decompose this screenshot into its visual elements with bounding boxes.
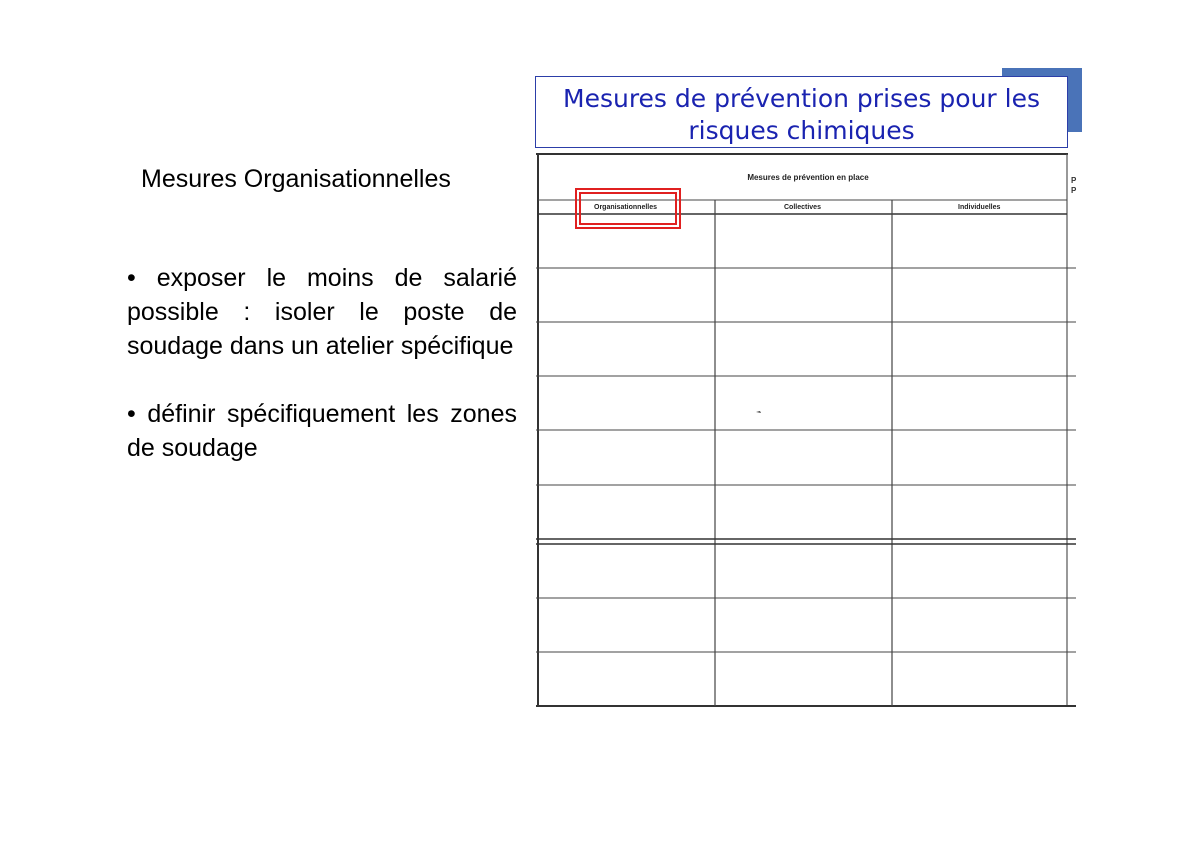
- bullet-item: • exposer le moins de salarié possible : isoler le poste de soudage dans un atelier spécifique: [127, 264, 517, 360]
- column-header-collectives: Collectives: [784, 204, 821, 211]
- highlight-box: [575, 188, 681, 229]
- column-header-organisationnelles: Organisationnelles: [594, 204, 658, 211]
- cropped-edge-letter: P: [1071, 186, 1077, 195]
- column-header-individuelles: Individuelles: [958, 204, 1001, 211]
- bullet-item: • définir spécifiquement les zones de soudage: [127, 400, 517, 462]
- cropped-edge-letter: P: [1071, 176, 1077, 185]
- bullet-list: [127, 261, 517, 465]
- slide-title: [535, 76, 1068, 148]
- scanned-form-table: [536, 150, 1076, 712]
- section-heading: Mesures Organisationnelles: [141, 165, 451, 193]
- form-heading: Mesures de prévention en place: [747, 173, 869, 182]
- slide-title-text: Mesures de prévention prises pour les risques chimiques: [563, 84, 1040, 145]
